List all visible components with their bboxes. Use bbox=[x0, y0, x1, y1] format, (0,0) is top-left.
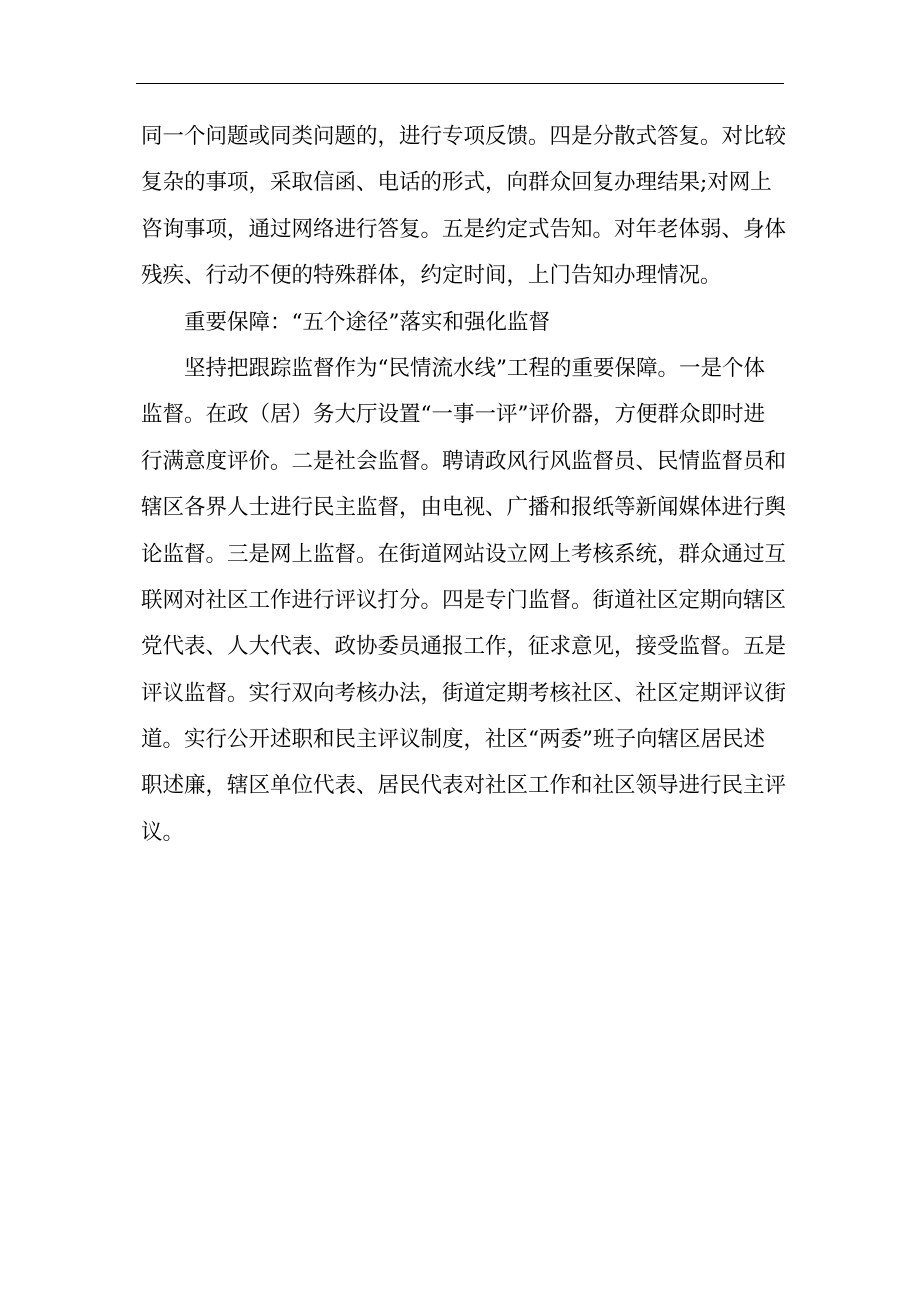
text-line: 论监督。三是网上监督。在街道网站设立网上考核系统，群众通过互 bbox=[141, 541, 787, 567]
text-line: 道。实行公开述职和民主评议制度，社区“两委”班子向辖区居民述 bbox=[141, 727, 765, 753]
body-text bbox=[141, 114, 787, 856]
text-line: 党代表、人大代表、政协委员通报工作，征求意见，接受监督。五是 bbox=[141, 634, 787, 660]
text-line: 咨询事项，通过网络进行答复。五是约定式告知。对年老体弱、身体 bbox=[141, 216, 787, 242]
section-heading: 重要保障：“五个途径”落实和强化监督 bbox=[184, 309, 550, 335]
header-rule bbox=[136, 83, 784, 84]
text-line: 议。 bbox=[141, 819, 185, 845]
text-line: 行满意度评价。二是社会监督。聘请政风行风监督员、民情监督员和 bbox=[141, 448, 787, 474]
text-line: 同一个问题或同类问题的，进行专项反馈。四是分散式答复。对比较 bbox=[141, 124, 787, 149]
text-line: 监督。在政（居）务大厅设置“一事一评”评价器，方便群众即时进 bbox=[141, 402, 765, 428]
text-line: 复杂的事项，采取信函、电话的形式，向群众回复办理结果;对网上 bbox=[141, 170, 772, 196]
text-line: 辖区各界人士进行民主监督，由电视、广播和报纸等新闻媒体进行舆 bbox=[141, 495, 787, 521]
text-line: 职述廉，辖区单位代表、居民代表对社区工作和社区领导进行民主评 bbox=[141, 773, 787, 799]
text-line: 联网对社区工作进行评议打分。四是专门监督。街道社区定期向辖区 bbox=[141, 587, 787, 613]
text-line: 评议监督。实行双向考核办法，街道定期考核社区、社区定期评议街 bbox=[141, 680, 787, 706]
text-line: 残疾、行动不便的特殊群体，约定时间，上门告知办理情况。 bbox=[141, 263, 722, 289]
text-line: 坚持把跟踪监督作为“民情流水线”工程的重要保障。一是个体 bbox=[184, 355, 765, 381]
